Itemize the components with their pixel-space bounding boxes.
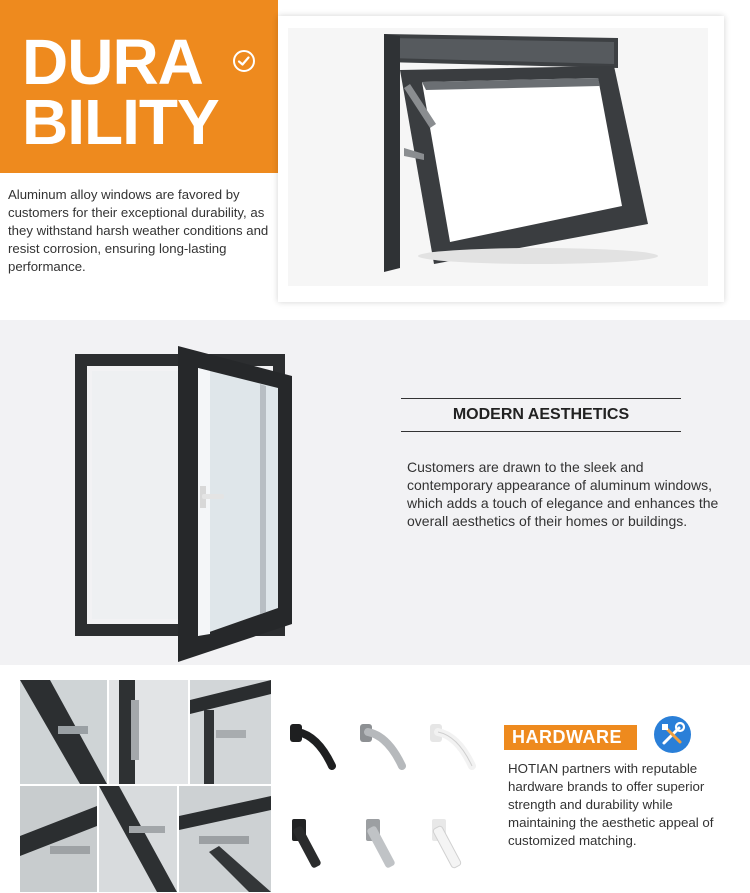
handle-white-2: [428, 815, 478, 873]
hardware-detail-photo-6: [179, 786, 271, 892]
handle-white-1: [428, 718, 478, 773]
hardware-description: HOTIAN partners with reputable hardware brands to offer superior strength and durability while maintaining the aesthetic appeal of customized matching.: [508, 761, 714, 848]
durability-title-line1: DURA: [22, 26, 203, 98]
hardware-detail-photo-3: [190, 680, 271, 784]
hardware-label: HARDWARE: [512, 727, 622, 747]
awning-window-photo: [288, 28, 708, 286]
hardware-label-badge: [504, 725, 637, 750]
handle-silver-1: [358, 718, 408, 773]
hardware-detail-photo-5: [99, 786, 177, 892]
hardware-detail-photo-4: [20, 786, 97, 892]
modern-aesthetics-title-box: [401, 398, 681, 432]
hardware-detail-photo-2: [109, 680, 188, 784]
tools-icon: [654, 716, 691, 753]
casement-window-photo: [70, 336, 300, 666]
handle-silver-2: [362, 815, 412, 873]
modern-aesthetics-description: Customers are drawn to the sleek and contemporary appearance of aluminum windows, which adds a touch of elegance and enhances the overall aesthetics of their homes or buildings.: [407, 459, 719, 529]
durability-description: Aluminum alloy windows are favored by customers for their exceptional durability, as they withstand harsh weather conditions and resist corrosion, ensuring long-lasting performance.: [8, 187, 269, 274]
handle-black-2: [288, 815, 338, 873]
modern-aesthetics-title: MODERN AESTHETICS: [452, 406, 630, 423]
durability-title-line2: BILITY: [22, 86, 219, 158]
check-badge-icon: [233, 50, 255, 72]
handle-black-1: [288, 718, 338, 773]
hardware-detail-photo-1: [20, 680, 107, 784]
